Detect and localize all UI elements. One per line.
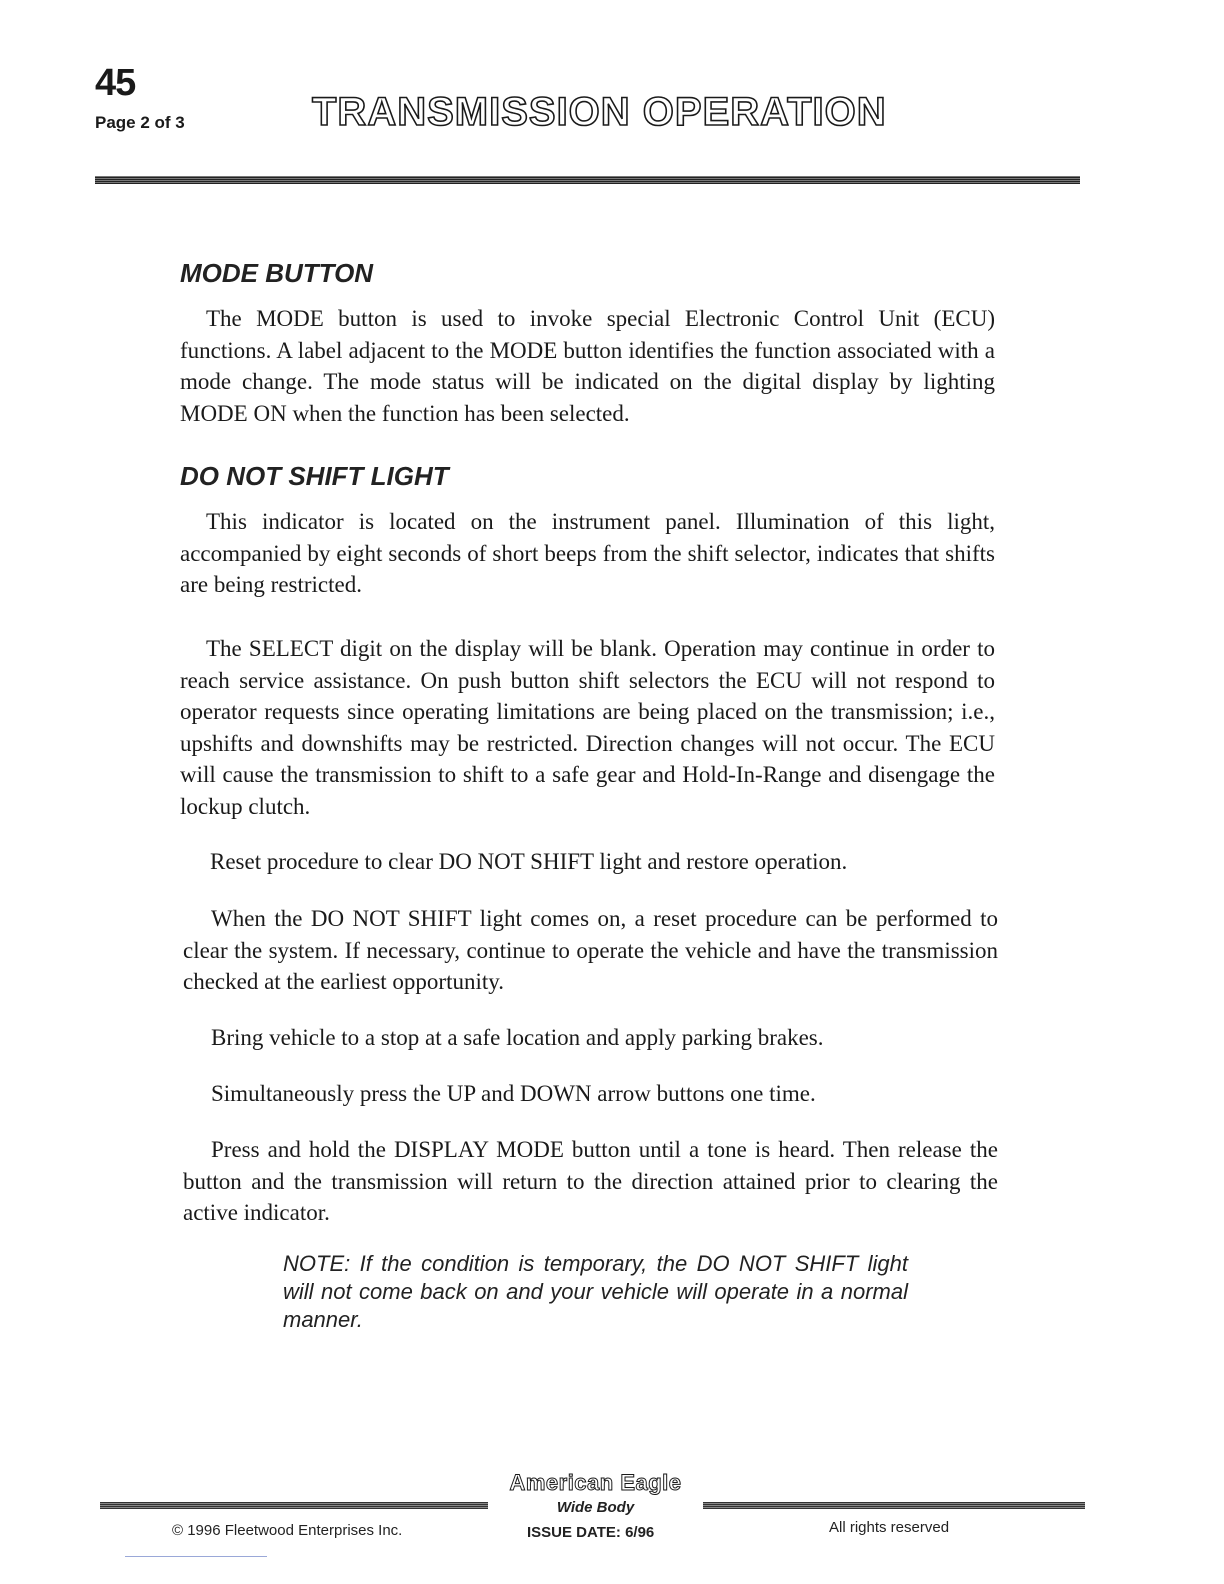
footer-divider-right [703,1502,1085,1509]
reset-step-1: Bring vehicle to a stop at a safe location and apply parking brakes. [211,1025,824,1050]
section-heading-do-not-shift: DO NOT SHIFT LIGHT [180,461,449,491]
issue-date: ISSUE DATE: 6/96 [527,1524,655,1541]
reset-procedure-when: When the DO NOT SHIFT light comes on, a reset procedure can be performed to clear the system. If necessary, continue to operate the vehicle and have the transmission checked at the earliest opportunity. [183,906,998,994]
footer-divider-left [100,1502,488,1509]
note-text: NOTE: If the condition is temporary, the DO NOT SHIFT light will not come back on and your vehicle will operate in a normal manner. [283,1251,908,1332]
mode-button-paragraph: The MODE button is used to invoke special Electronic Control Unit (ECU) functions. A label adjacent to the MODE button identifies the function associated with a mode change. The mode status will be indicated on the digital display by lighting MODE ON when the function has been selected. [180,306,995,426]
header-divider [95,176,1080,184]
brand-logo-text: American Eagle [509,1470,682,1495]
page-count: Page 2 of 3 [95,113,185,132]
section-heading-mode-button: MODE BUTTON [180,258,374,288]
page-title: TRANSMISSION OPERATION [312,90,887,134]
reset-step-3: Press and hold the DISPLAY MODE button until a tone is heard. Then release the button and the transmission will return to the direction attained prior to clearing the active indicator. [183,1137,998,1225]
reset-step-2: Simultaneously press the UP and DOWN arrow buttons one time. [211,1081,816,1106]
rights-notice: All rights reserved [829,1519,950,1536]
page-number: 45 [95,62,136,104]
copyright-notice: © 1996 Fleetwood Enterprises Inc. [172,1522,403,1539]
brand-subtitle: Wide Body [556,1499,635,1516]
reset-procedure-intro: Reset procedure to clear DO NOT SHIFT light and restore operation. [210,849,848,874]
do-not-shift-paragraph-2: The SELECT digit on the display will be blank. Operation may continue in order to reach service assistance. On push button shift selectors the ECU will not respond to operator requests since operating limitations are being placed on the transmission; i.e., upshifts and downshifts may be restricted. Direction changes will not occur. The ECU will cause the transmission to shift to a safe gear and Hold-In-Range and disengage the lockup clutch. [180,636,995,819]
do-not-shift-paragraph-1: This indicator is located on the instrument panel. Illumination of this light, accompanied by eight seconds of short beeps from the shift selector, indicates that shifts are being restricted. [180,509,995,597]
bottom-edge-mark [125,1556,267,1557]
